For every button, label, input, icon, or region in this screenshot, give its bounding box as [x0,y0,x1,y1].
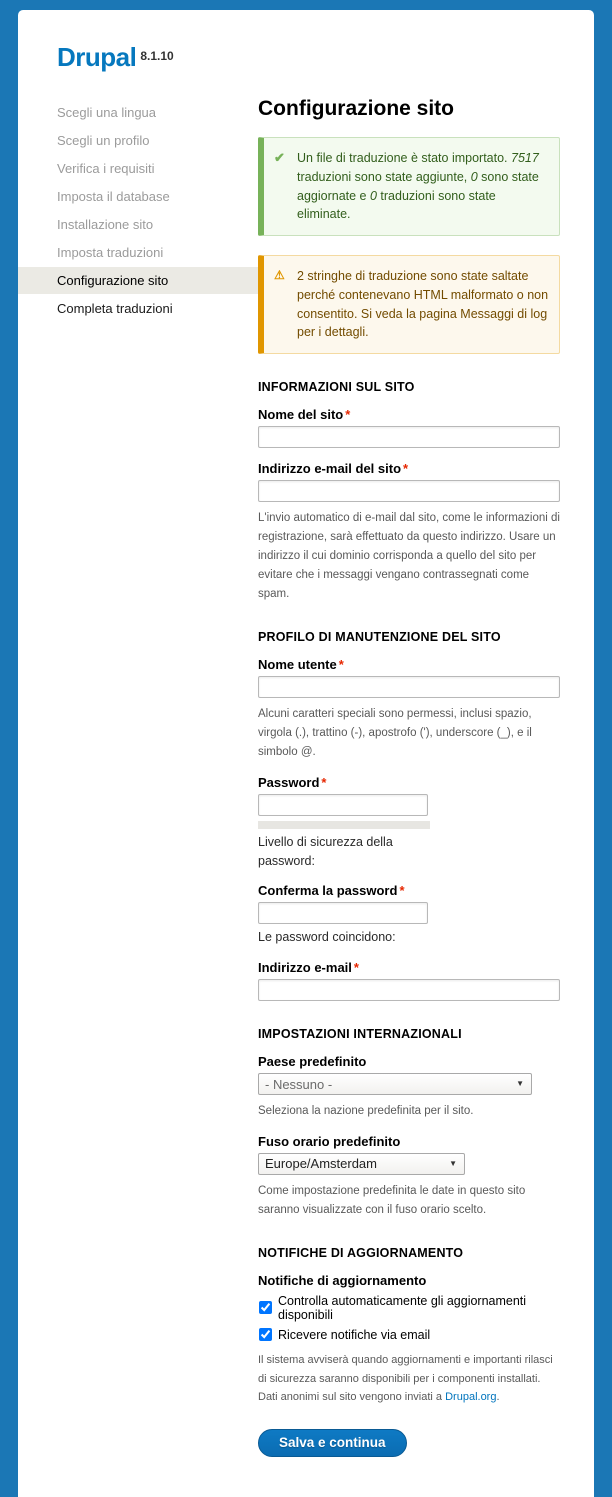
account-email-label: Indirizzo e-mail * [258,960,359,975]
required-asterisk: * [338,656,344,672]
drupal-version: 8.1.10 [140,48,174,63]
form-item-country [258,1054,560,1121]
status-message-success [258,137,560,236]
form-item-timezone [258,1134,560,1220]
required-asterisk: * [403,461,409,476]
status-message-warning [258,255,560,354]
installer-card [18,10,594,1497]
timezone-select[interactable] [258,1153,465,1175]
country-select[interactable] [258,1073,532,1095]
form-item-confirm-password [258,883,560,947]
page-title: Configurazione sito [258,97,454,120]
country-help: Seleziona la nazione predefinita per il sito. [258,1105,474,1117]
success-text-part2: traduzioni sono state aggiunte, [297,169,471,184]
confirm-password-input[interactable] [258,902,428,924]
save-and-continue-button[interactable]: Salva e continua [258,1429,407,1457]
step-setup-database: Imposta il database [57,189,170,204]
step-choose-profile: Scegli un profilo [57,133,150,148]
account-email-input[interactable] [258,979,560,1001]
username-help: Alcuni caratteri speciali sono permessi, inclusi spazio, virgola (.), trattino (-), apostrofo ('), underscore (_), e il simbolo @. [258,707,532,758]
section-site-information: INFORMAZIONI SUL SITO [258,380,415,394]
site-email-help: L'invio automatico di e-mail dal sito, come le informazioni di registrazione, sarà effettuato da questo indirizzo. Usare un indirizzo il cui dominio corrisponda a quello del sito per evitare che i messaggi vengano contrassegnati come spam. [258,512,560,600]
site-email-input[interactable] [258,480,560,502]
drupal-logo-text: Drupal [57,42,137,72]
success-count-added: 7517 [511,151,539,165]
username-label: Nome utente * [258,656,344,672]
install-steps-sidebar [18,97,258,323]
site-email-label: Indirizzo e-mail del sito * [258,461,409,476]
step-verify-requirements: Verifica i requisiti [57,161,155,176]
warning-text: 2 stringhe di traduzione sono state saltate perché contenevano HTML malformato o non consentito. Si veda la pagina Messaggi di log per i dettagli. [297,269,549,340]
password-match-label: Le password coincidono: [258,930,396,945]
success-text-part1: Un file di traduzione è stato importato. [297,151,512,165]
username-input[interactable] [258,676,560,698]
form-item-account-email [258,960,560,1001]
checkmark-icon: ✔ [274,150,285,165]
section-regional-settings: IMPOSTAZIONI INTERNAZIONALI [258,1027,462,1041]
step-finish-translations: Completa traduzioni [57,301,173,316]
site-name-label: Nome del sito * [258,407,351,422]
form-item-site-name [258,407,560,448]
drupal-org-link[interactable]: Drupal.org [445,1391,497,1404]
main-content [258,97,560,1457]
warning-icon: ⚠ [274,268,285,282]
form-item-password [258,775,560,871]
timezone-label: Fuso orario predefinito [258,1133,401,1149]
success-count-removed: 0 [369,188,377,203]
country-label: Paese predefinito [258,1054,367,1069]
password-strength-label: Livello di sicurezza della password: [258,834,393,868]
section-maintenance-profile: PROFILO DI MANUTENZIONE DEL SITO [258,629,501,644]
check-updates-checkbox[interactable] [259,1301,272,1314]
section-update-notifications: NOTIFICHE DI AGGIORNAMENTO [258,1245,464,1260]
success-count-updated: 0 [470,169,478,184]
install-steps-list [18,99,258,322]
update-notifications-help: Il sistema avviserà quando aggiornamenti e importanti rilasci di sicurezza saranno disponibili per i componenti installati. Dati anonimi sul sito vengono inviati a Drupal.org. [258,1353,553,1404]
password-strength-bar [258,821,430,829]
email-notifications-checkbox[interactable] [259,1328,272,1341]
check-updates-label: Controlla automaticamente gli aggiornamenti disponibili [278,1293,527,1322]
drupal-logo [57,42,594,73]
step-configure-site-active: Configurazione sito [18,267,258,294]
step-install-site: Installazione sito [57,217,154,232]
required-asterisk: * [353,960,359,975]
password-label: Password * [258,774,327,790]
form-item-username [258,657,560,762]
form-item-update-notifications [258,1273,560,1407]
success-text-part3: sono state aggiornate e [297,169,539,203]
step-setup-translations: Imposta traduzioni [57,245,164,260]
checkbox-row-check-updates [258,1294,560,1322]
checkbox-row-email-notifications [258,1328,560,1342]
required-asterisk: * [399,883,405,899]
required-asterisk: * [345,407,351,422]
timezone-help: Come impostazione predefinita le date in questo sito saranno visualizzate con il fuso orario scelto. [258,1184,526,1216]
confirm-password-label: Conferma la password * [258,883,405,899]
site-name-input[interactable] [258,426,560,448]
success-text-part4: traduzioni sono state eliminate. [297,188,496,222]
update-notifications-group-label: Notifiche di aggiornamento [258,1272,427,1288]
country-select-wrap [258,1073,532,1095]
step-choose-language: Scegli una lingua [57,105,157,120]
timezone-select-wrap [258,1153,465,1175]
email-notifications-label: Ricevere notifiche via email [278,1327,431,1342]
required-asterisk: * [321,774,327,790]
form-item-site-email [258,461,560,604]
password-input[interactable] [258,794,428,816]
